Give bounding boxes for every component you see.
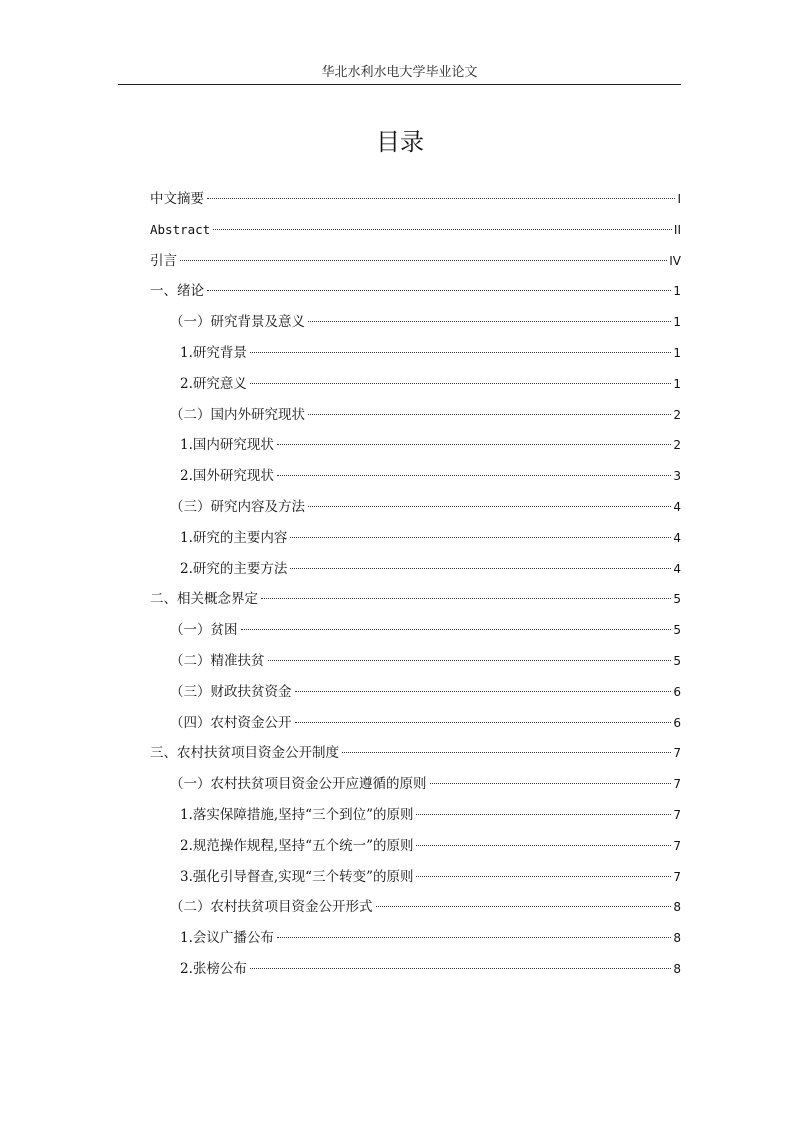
toc-dot-leader (290, 537, 671, 538)
toc-entry-page: 1 (673, 345, 681, 360)
toc-entry-label: 1.研究背景 (180, 344, 247, 361)
toc-entry-label: 二、相关概念界定 (150, 591, 258, 608)
toc-entry-label: 1.国内研究现状 (180, 437, 274, 454)
toc-entry-page: 7 (673, 777, 681, 792)
toc-entry-abstract[interactable] (150, 215, 681, 246)
toc-dot-leader (308, 414, 671, 415)
toc-dot-leader (213, 229, 672, 230)
toc-entry-label: （二）国内外研究现状 (170, 406, 305, 423)
toc-entry-label: （一）农村扶贫项目资金公开应遵循的原则 (170, 776, 427, 793)
toc-dot-leader (295, 722, 672, 723)
toc-entry-subsection-1-2-2[interactable] (150, 461, 681, 492)
toc-entry-page: 1 (673, 284, 681, 299)
toc-entry-subsection-1-2-1[interactable] (150, 430, 681, 461)
toc-entry-page: 6 (673, 715, 681, 730)
toc-entry-chapter-3[interactable] (150, 738, 681, 769)
toc-entry-label: 三、农村扶贫项目资金公开制度 (150, 745, 339, 762)
toc-entry-subsection-1-3-2[interactable] (150, 554, 681, 585)
toc-entry-label: 中文摘要 (150, 191, 204, 207)
toc-entry-subsection-3-1-3[interactable] (150, 862, 681, 893)
toc-entry-subsection-3-2-2[interactable] (150, 954, 681, 985)
toc-entry-subsection-3-2-1[interactable] (150, 923, 681, 954)
toc-entry-page: 1 (673, 315, 681, 330)
toc-dot-leader (241, 629, 672, 630)
toc-entry-label: 引言 (150, 252, 177, 269)
toc-dot-leader (308, 321, 671, 322)
toc-entry-page: 2 (673, 407, 681, 422)
toc-entry-page: 8 (673, 900, 681, 915)
toc-dot-leader (277, 475, 671, 476)
toc-entry-label: 2.国外研究现状 (180, 468, 274, 485)
toc-entry-yinyan[interactable] (150, 246, 681, 277)
toc-entry-label: 1.研究的主要内容 (180, 529, 288, 546)
toc-entry-section-3-2[interactable] (150, 892, 681, 923)
toc-dot-leader (290, 568, 671, 569)
toc-entry-label: 2.规范操作规程,坚持“五个统一”的原则 (180, 837, 414, 854)
toc-entry-page: 2 (673, 438, 681, 453)
toc-entry-chapter-2[interactable] (150, 584, 681, 615)
toc-entry-label: （三）财政扶贫资金 (170, 683, 292, 700)
toc-entry-subsection-3-1-1[interactable] (150, 800, 681, 831)
toc-dot-leader (207, 290, 671, 291)
toc-entry-label: （一）贫困 (170, 622, 238, 639)
toc-entry-page: 7 (673, 807, 681, 822)
toc-entry-subsection-3-1-2[interactable] (150, 831, 681, 862)
toc-entry-page: 4 (673, 499, 681, 514)
toc-entry-label: 2.研究的主要方法 (180, 560, 288, 577)
toc-entry-page: 7 (673, 869, 681, 884)
toc-entry-section-1-1[interactable] (150, 307, 681, 338)
running-header (118, 64, 681, 85)
toc-entry-section-2-2[interactable] (150, 646, 681, 677)
toc-entry-label: Abstract (150, 221, 211, 237)
toc-entry-section-2-3[interactable] (150, 677, 681, 708)
toc-dot-leader (250, 352, 671, 353)
toc-dot-leader (308, 506, 671, 507)
toc-dot-leader (250, 968, 671, 969)
toc-entry-page: 6 (673, 684, 681, 699)
toc-dot-leader (261, 598, 671, 599)
toc-entry-page: IV (669, 253, 681, 268)
toc-entry-section-3-1[interactable] (150, 769, 681, 800)
toc-entry-page: II (673, 222, 681, 237)
toc-entry-label: （二）农村扶贫项目资金公开形式 (170, 899, 373, 916)
toc-dot-leader (277, 444, 671, 445)
toc-entry-page: 4 (673, 530, 681, 545)
toc-title: 目录 (376, 128, 424, 156)
toc-entry-page: 5 (673, 653, 681, 668)
toc-dot-leader (207, 198, 675, 199)
toc-entry-label: 2.研究意义 (180, 375, 247, 392)
running-header-text: 华北水利水电大学毕业论文 (321, 65, 478, 80)
toc-entry-label: 2.张榜公布 (180, 960, 247, 977)
toc-entry-label: （二）精准扶贫 (170, 652, 265, 669)
toc-entry-page: 4 (673, 561, 681, 576)
toc-entry-page: 8 (673, 931, 681, 946)
toc-dot-leader (416, 876, 671, 877)
toc-entry-label: 1.落实保障措施,坚持“三个到位”的原则 (180, 806, 414, 823)
toc-dot-leader (268, 660, 672, 661)
toc-dot-leader (416, 845, 671, 846)
toc-entry-section-1-2[interactable] (150, 400, 681, 431)
toc-dot-leader (180, 260, 667, 261)
toc-dot-leader (295, 691, 672, 692)
toc-entry-label: （一）研究背景及意义 (170, 314, 305, 331)
toc-entry-label: 1.会议广播公布 (180, 930, 274, 947)
toc-entry-label: 一、绪论 (150, 283, 204, 300)
toc-entry-page: 5 (673, 623, 681, 638)
toc-entry-page: 7 (673, 746, 681, 761)
toc-entry-chapter-1[interactable] (150, 276, 681, 307)
toc-entry-page: I (677, 192, 681, 206)
toc-entry-subsection-1-3-1[interactable] (150, 523, 681, 554)
toc-entry-subsection-1-1-1[interactable] (150, 338, 681, 369)
toc-entry-label: 3.强化引导督查,实现“三个转变”的原则 (180, 868, 414, 885)
toc-dot-leader (376, 906, 672, 907)
toc-entry-section-1-3[interactable] (150, 492, 681, 523)
toc-dot-leader (342, 752, 671, 753)
toc-entry-page: 8 (673, 961, 681, 976)
toc-entry-label: （三）研究内容及方法 (170, 498, 305, 515)
toc-entry-subsection-1-1-2[interactable] (150, 369, 681, 400)
toc-dot-leader (277, 937, 671, 938)
toc-entry-page: 1 (673, 376, 681, 391)
toc-dot-leader (430, 783, 672, 784)
toc-dot-leader (250, 383, 671, 384)
toc-entry-section-2-4[interactable] (150, 708, 681, 739)
toc-entry-label: （四）农村资金公开 (170, 714, 292, 731)
table-of-contents (150, 184, 681, 985)
toc-dot-leader (416, 814, 671, 815)
toc-entry-page: 7 (673, 838, 681, 853)
toc-entry-section-2-1[interactable] (150, 615, 681, 646)
toc-entry-zhongwen-zhaiyao[interactable] (150, 184, 681, 215)
toc-entry-page: 5 (673, 592, 681, 607)
toc-entry-page: 3 (673, 469, 681, 484)
